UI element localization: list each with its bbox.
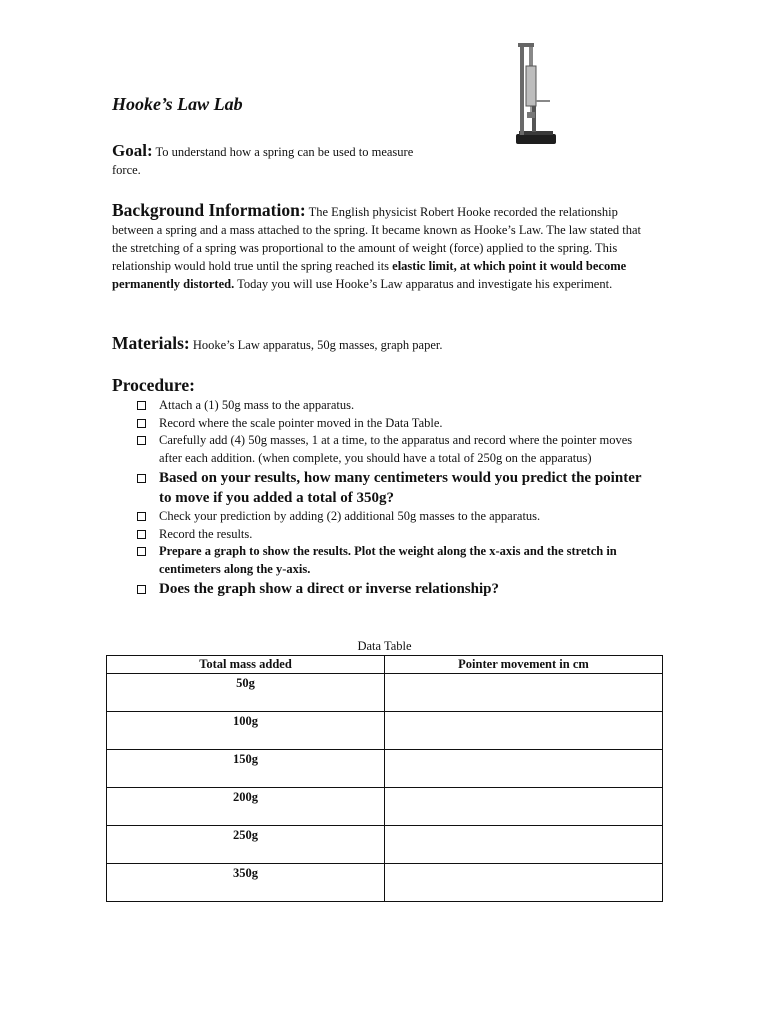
procedure-step bbox=[137, 415, 657, 433]
materials-text: Hooke’s Law apparatus, 50g masses, graph paper. bbox=[189, 338, 443, 352]
step-text: Record where the scale pointer moved in the Data Table. bbox=[159, 415, 443, 430]
materials-section bbox=[112, 334, 652, 354]
table-row bbox=[107, 864, 663, 902]
movement-cell[interactable] bbox=[385, 750, 663, 788]
goal-heading: Goal: bbox=[112, 141, 153, 160]
checkbox-icon bbox=[137, 401, 146, 410]
data-table-caption: Data Table bbox=[357, 639, 412, 653]
mass-cell: 250g bbox=[107, 826, 385, 864]
table-row bbox=[107, 750, 663, 788]
step-text: Prepare a graph to show the results. Plot the weight along the x-axis and the stretch in centimeters along the y-axis. bbox=[159, 544, 617, 576]
materials-heading: Materials: bbox=[112, 333, 190, 353]
data-table bbox=[106, 655, 663, 902]
mass-cell: 350g bbox=[107, 864, 385, 902]
step-text: Carefully add (4) 50g masses, 1 at a time, to the apparatus and record where the pointer moves after each addition. (when complete, you should have a total of 250g on the apparatus) bbox=[159, 433, 633, 465]
checkbox-icon bbox=[137, 585, 146, 594]
column-header-movement: Pointer movement in cm bbox=[385, 656, 663, 674]
procedure-step bbox=[137, 579, 657, 599]
step-text: Record the results. bbox=[159, 526, 253, 541]
spring-scale-stand-icon bbox=[508, 42, 558, 153]
background-text-1: The English physicist Robert Hooke recorded the relationship between a spring and a mass attached to the spring. It became known as Hooke’s Law. The law stated that the stretching of a spring was proportional to the amount of weight (force) applied to the spring. This relationship would hold true until the spring reached its bbox=[112, 205, 642, 273]
movement-cell[interactable] bbox=[385, 674, 663, 712]
procedure-list bbox=[137, 397, 657, 599]
procedure-step bbox=[137, 543, 657, 578]
mass-cell: 100g bbox=[107, 712, 385, 750]
procedure-step bbox=[137, 526, 657, 544]
background-bold-text: elastic limit, at which point it would become permanently distorted. bbox=[112, 259, 627, 291]
table-row bbox=[107, 826, 663, 864]
table-header-row bbox=[107, 656, 663, 674]
page-title: Hooke’s Law Lab bbox=[112, 94, 243, 114]
procedure-step bbox=[137, 468, 657, 508]
column-header-mass: Total mass added bbox=[107, 656, 385, 674]
movement-cell[interactable] bbox=[385, 826, 663, 864]
mass-cell: 50g bbox=[107, 674, 385, 712]
movement-cell[interactable] bbox=[385, 712, 663, 750]
step-text: Based on your results, how many centimeters would you predict the pointer to move if you added a total of 350g? bbox=[159, 470, 642, 506]
table-row bbox=[107, 674, 663, 712]
background-heading: Background Information: bbox=[112, 200, 306, 220]
background-text-2: Today you will use Hooke’s Law apparatus and investigate his experiment. bbox=[234, 277, 613, 291]
background-section bbox=[112, 201, 657, 293]
goal-section bbox=[112, 142, 442, 179]
step-text: Does the graph show a direct or inverse relationship? bbox=[159, 581, 499, 597]
checkbox-icon bbox=[137, 547, 146, 556]
mass-cell: 150g bbox=[107, 750, 385, 788]
checkbox-icon bbox=[137, 474, 146, 483]
procedure-step bbox=[137, 432, 657, 467]
mass-cell: 200g bbox=[107, 788, 385, 826]
procedure-step bbox=[137, 508, 657, 526]
movement-cell[interactable] bbox=[385, 788, 663, 826]
checkbox-icon bbox=[137, 419, 146, 428]
step-text: Attach a (1) 50g mass to the apparatus. bbox=[159, 398, 355, 412]
step-text: Check your prediction by adding (2) additional 50g masses to the apparatus. bbox=[159, 509, 541, 523]
table-row bbox=[107, 788, 663, 826]
checkbox-icon bbox=[137, 512, 146, 521]
checkbox-icon bbox=[137, 530, 146, 539]
procedure-step bbox=[137, 397, 657, 415]
checkbox-icon bbox=[137, 436, 146, 445]
goal-text: To understand how a spring can be used to measure force. bbox=[112, 145, 414, 177]
table-row bbox=[107, 712, 663, 750]
movement-cell[interactable] bbox=[385, 864, 663, 902]
procedure-heading: Procedure: bbox=[112, 375, 195, 395]
